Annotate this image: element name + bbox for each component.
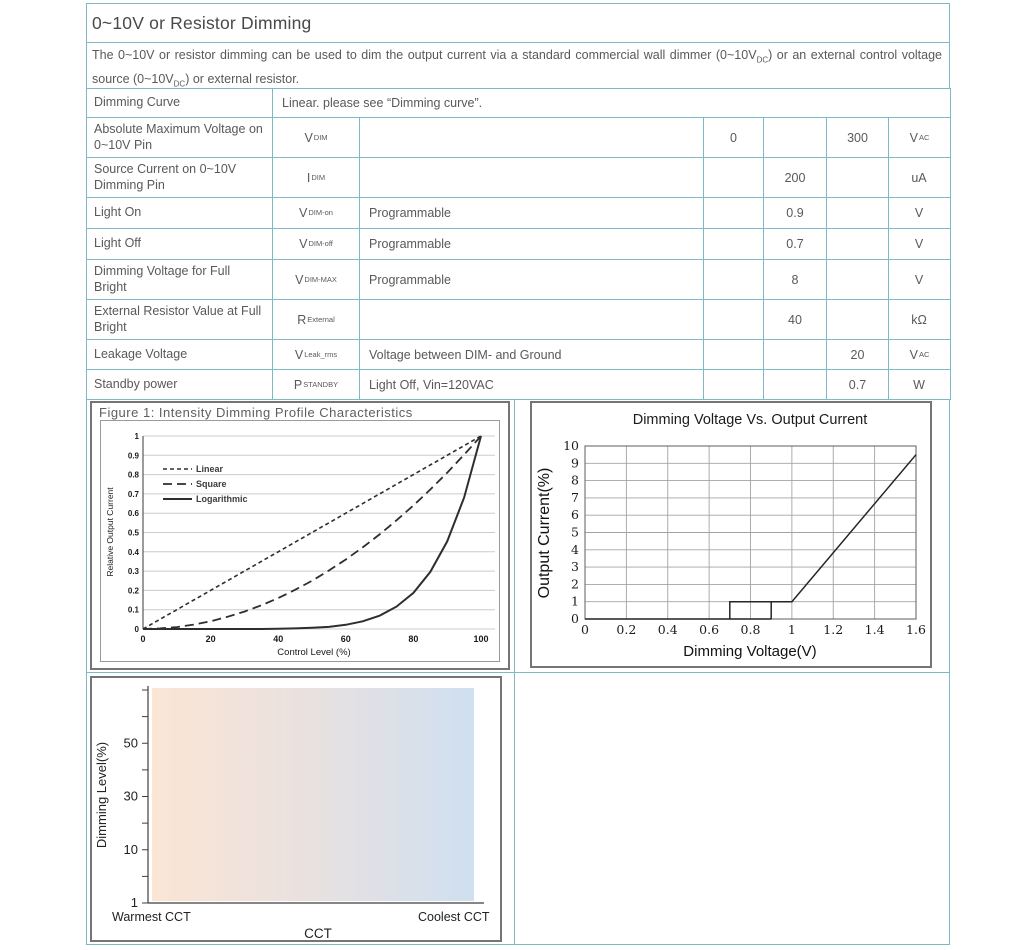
svg-text:100: 100 [473,634,489,644]
cond-light-off: Programmable [360,229,704,260]
svg-text:Logarithmic: Logarithmic [196,494,248,504]
intro-text: The 0~10V or resistor dimming can be used to dim the output current via a standard commercial wall dimmer (0~10V [92,48,757,62]
svg-text:7: 7 [571,489,579,505]
param-external-resistor: External Resistor Value at Full Bright [87,300,273,340]
min-abs-max-voltage: 0 [704,118,764,158]
typ-light-on: 0.9 [764,198,827,229]
symbol-vdim-off: V DIM-off [273,229,360,260]
figure1-chart-frame [100,420,500,662]
svg-text:0.8: 0.8 [740,622,761,637]
max-standby-power: 0.7 [827,370,889,400]
unit-standby-power: W [889,370,951,400]
svg-text:0.4: 0.4 [657,622,678,637]
subscript-dc: DC [756,55,769,65]
unit-external-resistor: kΩ [889,300,951,340]
svg-text:4: 4 [571,541,579,557]
svg-text:0: 0 [581,622,589,637]
svg-text:5: 5 [571,524,579,540]
subscript-dc: DC [173,79,186,88]
svg-text:0.1: 0.1 [127,605,139,615]
value-dimming-curve: Linear. please see “Dimming curve”. [273,89,951,118]
unit-light-on: V [889,198,951,229]
symbol-vdim: V DIM [273,118,360,158]
svg-text:6: 6 [571,507,579,523]
max-light-off [827,229,889,260]
svg-text:1.6: 1.6 [906,622,926,637]
intro-paragraph [92,46,942,93]
svg-text:Dimming Voltage Vs. Output Cur: Dimming Voltage Vs. Output Current [632,412,868,428]
cond-abs-max-voltage [360,118,704,158]
svg-text:Dimming Voltage(V): Dimming Voltage(V) [683,643,817,660]
page-title: 0~10V or Resistor Dimming [92,13,312,33]
figure1-title: Figure 1: Intensity Dimming Profile Characteristics [99,405,413,420]
svg-text:0: 0 [140,634,146,644]
svg-text:Control Level (%): Control Level (%) [277,647,351,658]
typ-dim-voltage-full-bright: 8 [764,260,827,300]
symbol-pstandby: P STANDBY [273,370,360,400]
cond-standby-power: Light Off, Vin=120VAC [360,370,704,400]
param-abs-max-voltage: Absolute Maximum Voltage on 0~10V Pin [87,118,273,158]
max-leakage-voltage: 20 [827,340,889,370]
min-light-off [704,229,764,260]
unit-dim-voltage-full-bright: V [889,260,951,300]
typ-leakage-voltage [764,340,827,370]
figures-row-divider [86,672,950,673]
symbol-r-external: R External [273,300,360,340]
svg-text:1: 1 [134,432,139,441]
svg-text:0.9: 0.9 [127,451,139,461]
svg-text:Dimming Level(%): Dimming Level(%) [94,741,109,849]
symbol-vdim-max: V DIM-MAX [273,260,360,300]
svg-text:20: 20 [205,634,216,644]
svg-text:30: 30 [123,788,138,804]
top-divider [86,3,950,4]
svg-text:1.2: 1.2 [823,622,844,637]
svg-text:0.7: 0.7 [127,489,139,499]
unit-source-current: uA [889,158,951,198]
param-standby-power: Standby power [87,370,273,400]
title-underline [86,42,950,43]
svg-text:Linear: Linear [196,464,224,474]
dimming-voltage-vs-output-current-chart [532,403,930,666]
max-source-current [827,158,889,198]
symbol-vdim-on: V DIM-on [273,198,360,229]
svg-text:3: 3 [571,559,579,575]
typ-abs-max-voltage [764,118,827,158]
min-source-current [704,158,764,198]
svg-text:8: 8 [571,472,579,488]
svg-text:Relative Output Current: Relative Output Current [105,487,115,577]
svg-text:40: 40 [273,634,284,644]
min-external-resistor [704,300,764,340]
param-light-off: Light Off [87,229,273,260]
cond-leakage-voltage: Voltage between DIM- and Ground [360,340,704,370]
svg-text:1: 1 [130,895,138,910]
svg-text:Warmest CCT: Warmest CCT [112,910,191,924]
typ-external-resistor: 40 [764,300,827,340]
svg-text:Coolest CCT: Coolest CCT [418,910,490,924]
unit-light-off: V [889,229,951,260]
svg-text:0.2: 0.2 [616,622,637,637]
svg-text:1.4: 1.4 [864,622,885,637]
svg-text:0: 0 [571,611,579,626]
svg-text:10: 10 [123,841,138,857]
svg-text:9: 9 [571,455,579,471]
param-leakage-voltage: Leakage Voltage [87,340,273,370]
svg-text:50: 50 [123,735,138,751]
param-dimming-curve: Dimming Curve [87,89,273,118]
max-abs-max-voltage: 300 [827,118,889,158]
param-light-on: Light On [87,198,273,229]
figure1-box [90,401,510,670]
typ-light-off: 0.7 [764,229,827,260]
figure3-box [90,676,502,942]
max-external-resistor [827,300,889,340]
svg-text:Square: Square [196,479,227,489]
min-dim-voltage-full-bright [704,260,764,300]
intro-text: ) or an external control voltage source (0~10V [92,48,942,86]
figure2-box [530,401,932,668]
svg-text:2: 2 [571,576,579,592]
typ-source-current: 200 [764,158,827,198]
intro-text: ) or external resistor. [185,71,300,86]
cct-vs-dimming-level-chart [92,678,500,940]
svg-text:CCT: CCT [304,926,332,940]
spec-table [86,88,951,400]
unit-leakage-voltage: V AC [889,340,951,370]
symbol-vleak-rms: V Leak_rms [273,340,360,370]
svg-text:Output Current(%): Output Current(%) [536,467,553,599]
svg-text:0.5: 0.5 [127,528,139,538]
svg-text:1: 1 [787,622,796,637]
intensity-dimming-profile-chart [101,421,499,661]
min-standby-power [704,370,764,400]
svg-text:0.2: 0.2 [127,586,139,596]
cond-external-resistor [360,300,704,340]
bottom-divider [86,944,950,945]
svg-text:10: 10 [563,438,579,453]
unit-abs-max-voltage: V AC [889,118,951,158]
cond-source-current [360,158,704,198]
svg-text:80: 80 [408,634,419,644]
svg-text:0.4: 0.4 [127,547,139,557]
svg-text:60: 60 [340,634,351,644]
param-source-current: Source Current on 0~10V Dimming Pin [87,158,273,198]
max-dim-voltage-full-bright [827,260,889,300]
param-dim-voltage-full-bright: Dimming Voltage for Full Bright [87,260,273,300]
symbol-idim: I DIM [273,158,360,198]
svg-text:0: 0 [134,625,139,634]
min-leakage-voltage [704,340,764,370]
svg-text:0.6: 0.6 [699,622,720,637]
min-light-on [704,198,764,229]
typ-standby-power [764,370,827,400]
max-light-on [827,198,889,229]
svg-text:1: 1 [571,593,579,609]
svg-text:0.3: 0.3 [127,567,139,577]
cond-light-on: Programmable [360,198,704,229]
cond-dim-voltage-full-bright: Programmable [360,260,704,300]
svg-text:0.8: 0.8 [127,470,139,480]
svg-text:0.6: 0.6 [127,509,139,519]
